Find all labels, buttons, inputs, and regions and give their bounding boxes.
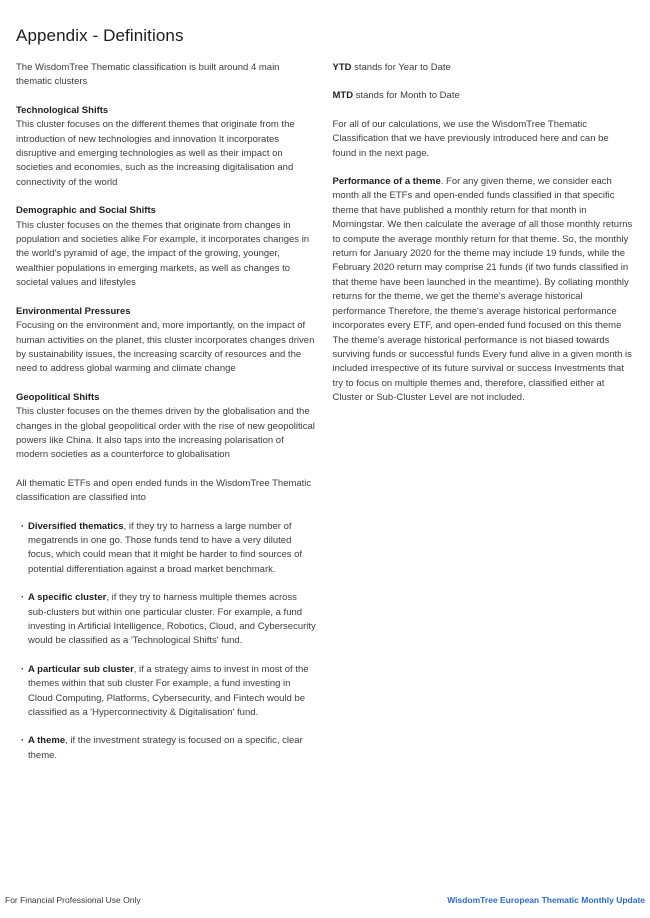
calculations-note: For all of our calculations, we use the WisdomTree Thematic Classification that we have previously introduced here and can be found in the next page. (332, 118, 609, 159)
footer-document-title: WisdomTree European Thematic Monthly Update (447, 895, 645, 905)
abbreviation-definition: stands for Year to Date (351, 62, 451, 73)
list-item-lead: A particular sub cluster (28, 663, 134, 675)
list-item-text: , if they try to harness a large number of megatrends in one go. Those funds tend to have a very diluted focus, which could mean that it might be harder to find sources of potential differentiation against a broad market benchmark. (28, 520, 303, 575)
abbreviation-term: YTD (332, 62, 352, 73)
section-body-geopolitical-shifts: This cluster focuses on the themes driven by the globalisation and the changes in the global geopolitical order with the rise of new geopolitical powers like China. It also taps into the increasing polarisation of modern societies as a counterforce to globalisation (16, 406, 315, 461)
list-item-theme (21, 734, 318, 763)
list-item-diversified-thematics (21, 520, 318, 578)
list-item-specific-cluster (21, 591, 318, 649)
abbreviation-definition: stands for Month to Date (353, 90, 460, 102)
classification-intro: All thematic ETFs and open ended funds in the WisdomTree Thematic classification are classified into (16, 477, 312, 504)
abbreviation-mtd (333, 89, 635, 103)
performance-paragraph (333, 175, 635, 406)
list-item-lead: A specific cluster (28, 592, 107, 604)
section-heading-environmental-pressures: Environmental Pressures (16, 305, 131, 317)
performance-lead: Performance of a theme (332, 176, 441, 188)
classification-list (16, 520, 318, 764)
intro-paragraph: The WisdomTree Thematic classification is built around 4 main thematic clusters (16, 62, 280, 88)
section-body-demographic-social-shifts: This cluster focuses on the themes that originate from changes in population and societies alike For example, it incorporates changes in the world's pyramid of age, the impact of the growing, younger, wealthier populations in emerging markets, as well as changes to societal values and lifestyles (16, 219, 310, 289)
footer-disclaimer: For Financial Professional Use Only (5, 895, 141, 905)
list-item-text: , if the investment strategy is focused on a specific, clear theme. (28, 735, 303, 761)
list-item-particular-sub-cluster (21, 663, 318, 721)
section-heading-demographic-social-shifts: Demographic and Social Shifts (16, 205, 156, 217)
left-column (16, 61, 318, 777)
abbreviation-term: MTD (332, 90, 354, 102)
section-body-environmental-pressures: Focusing on the environment and, more importantly, on the impact of human activities on the planet, this cluster incorporates changes driven by sustainability issues, the increasing scarcity of resources and the need to address global warming and climate change (16, 320, 315, 375)
list-item-text: , if a strategy aims to invest in most of the themes within that sub cluster For example, a fund investing in Cloud Computing, Platforms, Cybersecurity, and Fintech would be classified as a 'Hyperconnectivity & Digitalisation' fund. (28, 663, 309, 719)
list-item-lead: A theme (28, 735, 66, 747)
page-title: Appendix - Definitions (16, 26, 184, 45)
section-body-technological-shifts: This cluster focuses on the different themes that originate from the introduction of new technologies and innovation It incorporates disruptive and emerging technologies as well as their impact on societies and economies, such as the increasing digitalisation and connectivity of the world (16, 119, 295, 188)
page-footer (5, 895, 645, 906)
section-heading-geopolitical-shifts: Geopolitical Shifts (16, 391, 100, 403)
two-column-layout (0, 61, 650, 777)
right-column (333, 61, 635, 777)
list-item-text: , if they try to harness multiple themes across sub-clusters but within one particular cluster. For example, a fund investing in Artificial Intelligence, Robotics, Cloud, and Cybersecurity would be classified as a 'Technological Shifts' fund. (28, 592, 316, 647)
list-item-lead: Diversified thematics (28, 520, 124, 532)
section-heading-technological-shifts: Technological Shifts (16, 104, 109, 116)
performance-text: . For any given theme, we consider each month all the ETFs and open-ended funds classified in that specific theme that have published a monthly return for that month in Morningstar. We then calculate the average of all those monthly returns to compute the average monthly return for that theme. So, the monthly return for January 2020 for the theme may include 19 funds, while the February 2020 return may comprise 21 funds (if two funds classified in that theme have been launched in the meantime). By collating monthly returns for the theme, we get the theme's average historical performance Therefore, the theme's average historical performance incorporates every ETF, and open-ended fund focused on this theme The theme's average historical performance is not biased towards surviving funds or successful funds Every fund alive in a given month is included irrespective of its future survival or success Investments that try to focus on multiple themes and, therefore, classified either at Cluster or Sub-Cluster Level are not included. (332, 176, 633, 404)
abbreviation-ytd (333, 61, 635, 75)
